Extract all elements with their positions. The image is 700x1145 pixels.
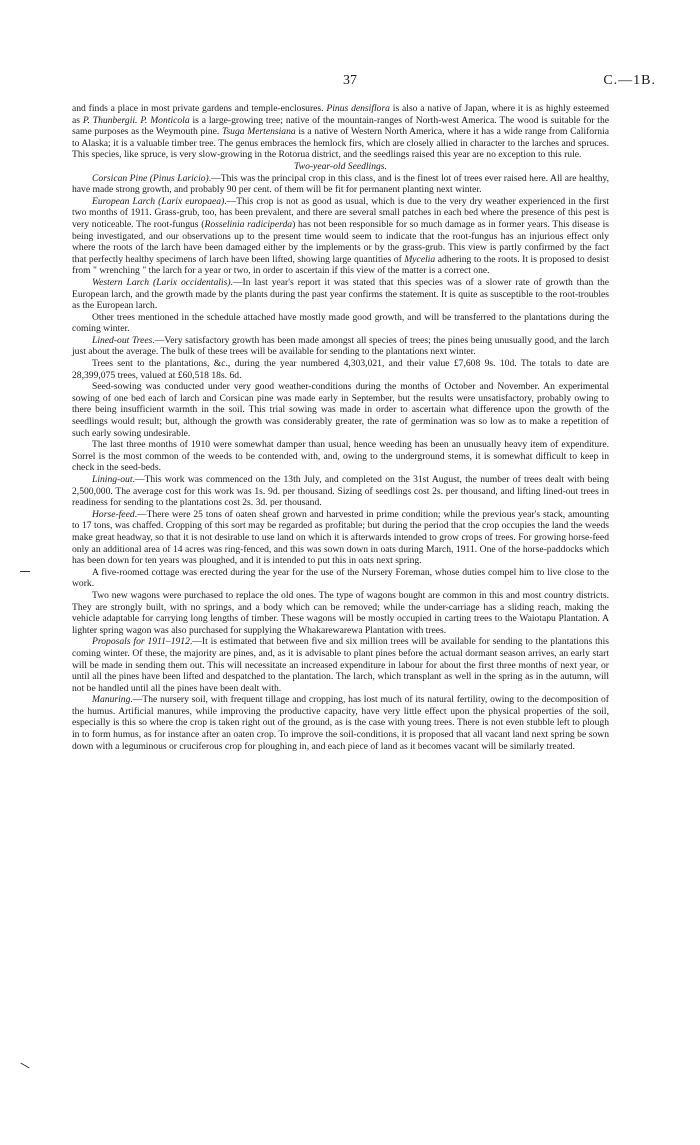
document-body [72,103,609,752]
paragraph [72,173,609,196]
document-reference: C.—1B. [603,73,656,88]
text-run: The last three months of 1910 were somewhat damper than usual, hence weeding has been an unusually heavy item of expenditure. Sorrel is the most common of the weeds to be contended with, and, owing to the underground stems, it is somewhat difficult to keep in check in the seed-beds. [72,439,609,474]
paragraph [72,590,609,636]
intro-paragraphs [72,103,609,161]
italic-text: Rosselinia radiciperda [204,218,293,230]
italic-text: Tsuga Mertensiana [221,126,296,138]
italic-text: P. Monticola [140,114,190,126]
text-run: is a large-growing tree; native of the mountain-ranges of North-west America. The wood is suitable for the same purposes as the Weymouth pine. [72,114,610,138]
paragraph [72,509,609,567]
text-run: .—It is estimated that between five and six million trees will be available for sending to the plantations this coming winter. Of these, the majority are pines, and, as it is advisable to plant pines before the actual dormant season arrives, an early start will be made in sending them out. This will necessitate an increased expenditure in labour for about the first three months of next year, or until all the pines have been lifted and despatched to the plantation. The larch, which transplant as well in the spring as in the autumn, will not be handled until all the pines have been dealt with. [72,636,609,694]
paragraph [72,358,609,381]
text-run: adhering to the roots. It is proposed to desist from " wrenching " the larch for a year or two, in order to ascertain if this view of the matter is a correct one. [72,253,609,277]
text-run: and finds a place in most private gardens and temple-enclosures. [72,103,327,114]
italic-text: Manuring [92,694,131,706]
text-run: ) has not been responsible for so much damage as in former years. This disease is being investigated, and our observations up to the present time would seem to indicate that the root-fungus has an injurious effect only where the roots of the larch have been damaged either by the implements or by the grass-grub. This view is partly confirmed by the fact that perfectly healthy specimens of larch have been lifted, showing large quantities of [72,218,609,265]
paragraph [72,103,609,161]
text-run: .—This crop is not as good as usual, which is due to the very dry weather experienced in the first two months of 1911. Grass-grub, too, has been prevalent, and there are several small patches in each bed where the presence of this pest is very noticeable. The root-fungus ( [72,195,609,230]
text-run: is a native of Western North America, where it has a wide range from California to Alaska; it is a valuable timber tree. The genus embraces the hemlock firs, which are closely allied in character to the larches and spruces. This species, like spruce, is very slow-growing in the Rotorua district, and the seedlings raised this year are no exception to this rule. [72,126,609,161]
paragraph [72,694,609,752]
italic-text: P. Thunbergii. [82,114,138,126]
italic-text: Lining-out [92,474,133,485]
paragraph [72,474,609,509]
italic-text: Lined-out Trees [92,334,153,346]
text-run: .—There were 25 tons of oaten sheaf grown and harvested in prime condition; while the previous year's stack, amounting to 17 tons, was chaffed. Cropping of this sort may be regarded as profitable; but during the period that the crop occupies the land the weeds make great headway, so that it is not desirable to use land on which it is afterwards intended to grow crops of trees. For growing horse-feed only an additional area of 14 acres was ring-fenced, and this was sown down in oats during March, 1911. One of the horse-paddocks which has been down for ten years was ploughed, and it is intended to put this in oats next spring. [72,508,609,567]
margin-mark [20,571,30,572]
italic-text: European Larch (Larix europaea) [92,195,225,207]
text-run: A five-roomed cottage was erected during the year for the use of the Nursery Foreman, whose duties compel him to live close to the work. [72,566,609,590]
text-run: .—Very satisfactory growth has been made amongst all species of trees; the pines being unusually good, and the larch just about the average. The bulk of these trees will be available for sending to the plantations next winter. [72,334,609,358]
italic-text: Pinus densiflora [326,103,390,114]
page-number: 37 [343,73,357,88]
text-run: Trees sent to the plantations, &c., during the year numbered 4,303,021, and their value £7,608 9s. 10d. The totals to date are 28,399,075 trees, valued at £60,518 18s. 6d. [72,358,609,381]
text-run: Two new wagons were purchased to replace the old ones. The type of wagons bought are common in this and most country districts. They are strongly built, with no springs, and a body which can be removed; while the under-carriage has a sliding reach, making the vehicle adaptable for carrying long lengths of timber. These wagons will be mostly occupied in carting trees to the Waiotapu Plantation. A lighter spring wagon was also purchased for supplying the Whakarewarewa Plantation with trees. [72,589,609,636]
paragraph [72,636,609,694]
text-run: Other trees mentioned in the schedule attached have mostly made good growth, and will be transferred to the plantations during the coming winter. [72,311,609,335]
italic-text: Proposals for 1911–1912 [92,636,190,648]
italic-text: Corsican Pine (Pinus Laricio) [92,172,209,184]
text-run: Seed-sowing was conducted under very good weather-conditions during the months of October and November. An experimental sowing of one bed each of larch and Corsican pine was made early in September, but the results were unsatisfactory, probably owing to there being insufficient warmth in the soil. This trial sowing was made in order to ascertain what difference upon the growth of the seedlings would result; but, although the growth was considerably greater, the rate of germination was so low as to make a repetition of such early sowing undesirable. [72,381,609,439]
paragraph [72,277,609,312]
text-run: .—This was the principal crop in this class, and is the finest lot of trees ever raised here. All are healthy, have made strong growth, and probably 90 per cent. of them will be fit for permanent planting next winter. [72,172,610,196]
italic-text: Horse-feed [92,508,135,520]
text-run: is also a native of Japan, where it is as highly esteemed as [72,103,609,126]
italic-text: Mycelia [404,253,436,265]
text-run: .—This work was commenced on the 13th July, and completed on the 31st August, the number of trees dealt with being 2,500,000. The average cost for this work was 1s. 9d. per thousand. Sizing of seedlings cost 2s. per thousand, and lifting lined-out trees in readiness for sending to the plantations cost 2s. 3d. per thousand. [72,474,609,509]
paragraph [72,196,609,277]
paragraph [72,439,609,474]
text-run: .—The nursery soil, with frequent tillage and cropping, has lost much of its natural fertility, owing to the decomposition of the humus. Artificial manures, while improving the productive capacity, have very little effect upon the physical properties of the soil, especially is this so where the crop is taken right out of the ground, as is the case with young trees. There is not even stubble left to plough in to form humus, as for instance after an oaten crop. To improve the soil-conditions, it is proposed that all vacant land next spring be sown down with a leguminous or cruciferous crop for ploughing in, and each piece of land as it becomes vacant will be similarly treated. [72,694,609,752]
italic-text: Western Larch (Larix occidentalis) [92,276,231,288]
section-subheading: Two-year-old Seedlings. [294,160,387,172]
paragraph [72,381,609,439]
paragraph [72,312,609,335]
margin-mark [20,1063,29,1069]
section-paragraphs [72,173,609,753]
text-run: .—In last year's report it was stated that this species was of a slower rate of growth than the European larch, and the growth made by the plants during the past year confirms the statement. It is quite as susceptible to the root-troubles as the European larch. [72,276,610,312]
paragraph [72,567,609,590]
paragraph [72,335,609,358]
